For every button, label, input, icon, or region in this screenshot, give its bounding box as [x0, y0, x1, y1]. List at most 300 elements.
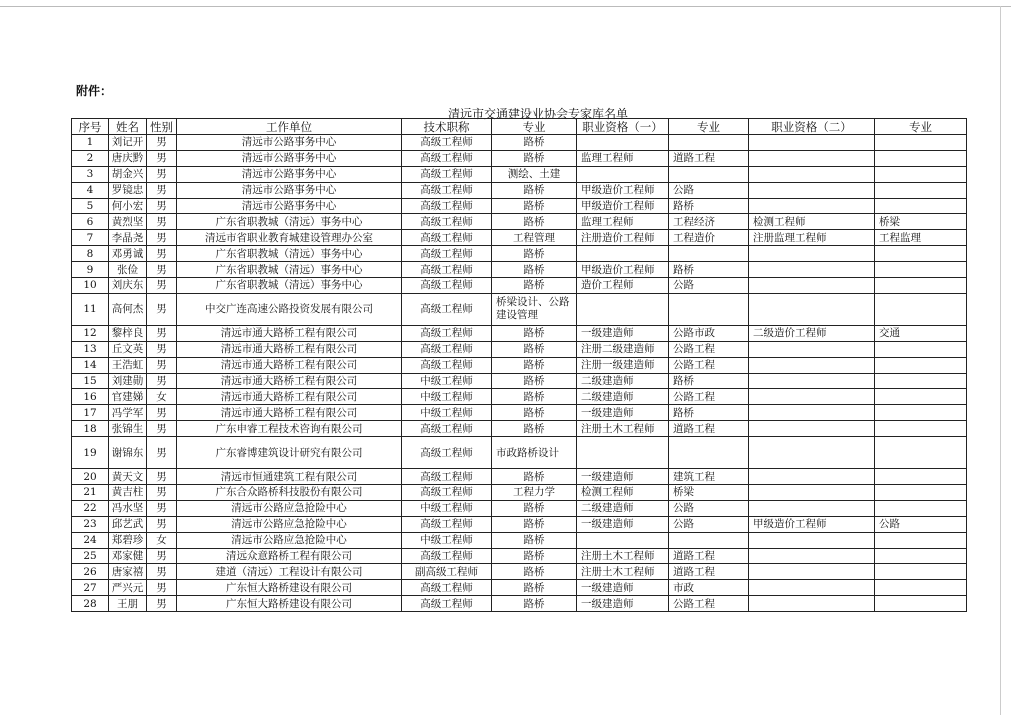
cell-specialty-2 — [875, 564, 967, 580]
cell-qualification-1 — [577, 246, 669, 262]
cell-qualification-2 — [749, 564, 875, 580]
cell-gender: 男 — [147, 500, 177, 516]
cell-specialty-1 — [669, 532, 749, 548]
cell-index: 7 — [72, 230, 109, 246]
cell-title: 高级工程师 — [402, 516, 492, 532]
cell-specialty: 路桥 — [492, 135, 577, 151]
cell-gender: 男 — [147, 548, 177, 564]
cell-employer: 清远众意路桥工程有限公司 — [177, 548, 402, 564]
table-row — [72, 532, 967, 548]
cell-specialty: 路桥 — [492, 150, 577, 166]
cell-specialty-2 — [875, 278, 967, 294]
cell-name: 严兴元 — [109, 580, 147, 596]
cell-gender: 男 — [147, 485, 177, 501]
cell-specialty: 路桥 — [492, 325, 577, 341]
table-row — [72, 246, 967, 262]
cell-specialty-1: 路桥 — [669, 405, 749, 421]
cell-specialty: 路桥 — [492, 182, 577, 198]
cell-name: 王朋 — [109, 596, 147, 612]
cell-name: 刘记开 — [109, 135, 147, 151]
cell-gender: 男 — [147, 405, 177, 421]
cell-gender: 男 — [147, 293, 177, 325]
cell-specialty: 路桥 — [492, 198, 577, 214]
cell-title: 高级工程师 — [402, 485, 492, 501]
cell-specialty-1: 道路工程 — [669, 564, 749, 580]
cell-title: 高级工程师 — [402, 437, 492, 469]
cell-specialty: 路桥 — [492, 389, 577, 405]
cell-employer: 广东省职教城（清远）事务中心 — [177, 214, 402, 230]
cell-name: 张锦生 — [109, 421, 147, 437]
cell-qualification-1 — [577, 437, 669, 469]
cell-title: 副高级工程师 — [402, 564, 492, 580]
cell-specialty-1: 路桥 — [669, 262, 749, 278]
cell-qualification-2: 甲级造价工程师 — [749, 516, 875, 532]
cell-specialty-2 — [875, 182, 967, 198]
cell-qualification-1: 注册造价工程师 — [577, 230, 669, 246]
cell-name: 唐庆黔 — [109, 150, 147, 166]
cell-title: 高级工程师 — [402, 150, 492, 166]
cell-qualification-2 — [749, 341, 875, 357]
cell-index: 1 — [72, 135, 109, 151]
cell-qualification-1: 检测工程师 — [577, 485, 669, 501]
cell-gender: 男 — [147, 325, 177, 341]
cell-qualification-1: 注册土木工程师 — [577, 421, 669, 437]
cell-title: 高级工程师 — [402, 214, 492, 230]
cell-qualification-1: 一级建造师 — [577, 405, 669, 421]
cell-specialty-2: 桥梁 — [875, 214, 967, 230]
cell-specialty-1: 路桥 — [669, 373, 749, 389]
cell-qualification-2 — [749, 182, 875, 198]
cell-title: 高级工程师 — [402, 341, 492, 357]
cell-qualification-1: 一级建造师 — [577, 596, 669, 612]
cell-specialty-1 — [669, 246, 749, 262]
table-row — [72, 564, 967, 580]
cell-gender: 男 — [147, 580, 177, 596]
cell-index: 28 — [72, 596, 109, 612]
cell-specialty-1: 公路工程 — [669, 389, 749, 405]
cell-employer: 清远市通大路桥工程有限公司 — [177, 325, 402, 341]
cell-name: 邓家健 — [109, 548, 147, 564]
cell-name: 邱艺武 — [109, 516, 147, 532]
cell-gender: 男 — [147, 214, 177, 230]
cell-qualification-2 — [749, 246, 875, 262]
cell-specialty-2 — [875, 262, 967, 278]
cell-qualification-2 — [749, 532, 875, 548]
cell-specialty: 测绘、土建 — [492, 166, 577, 182]
cell-qualification-2 — [749, 580, 875, 596]
cell-specialty-2 — [875, 389, 967, 405]
cell-index: 6 — [72, 214, 109, 230]
page-edge-line — [1000, 6, 1001, 715]
cell-index: 10 — [72, 278, 109, 294]
table-row — [72, 580, 967, 596]
cell-index: 2 — [72, 150, 109, 166]
cell-gender: 男 — [147, 341, 177, 357]
cell-employer: 清远市公路应急抢险中心 — [177, 516, 402, 532]
table-row — [72, 500, 967, 516]
cell-index: 12 — [72, 325, 109, 341]
cell-name: 冯水坚 — [109, 500, 147, 516]
cell-gender: 男 — [147, 150, 177, 166]
cell-index: 17 — [72, 405, 109, 421]
attachment-label: 附件： — [76, 84, 113, 98]
cell-index: 9 — [72, 262, 109, 278]
cell-specialty: 路桥 — [492, 596, 577, 612]
document-title: 清远市交通建设业协会专家库名单 — [447, 107, 628, 121]
table-row — [72, 166, 967, 182]
column-header: 技术职称 — [402, 119, 492, 135]
cell-qualification-1: 注册土木工程师 — [577, 564, 669, 580]
cell-title: 高级工程师 — [402, 246, 492, 262]
cell-employer: 清远市公路事务中心 — [177, 135, 402, 151]
cell-title: 高级工程师 — [402, 135, 492, 151]
column-header: 专业 — [875, 119, 967, 135]
cell-gender: 女 — [147, 389, 177, 405]
cell-specialty-2 — [875, 548, 967, 564]
cell-name: 李晶尧 — [109, 230, 147, 246]
cell-qualification-1: 造价工程师 — [577, 278, 669, 294]
cell-specialty-2 — [875, 198, 967, 214]
cell-specialty: 路桥 — [492, 262, 577, 278]
cell-title: 高级工程师 — [402, 166, 492, 182]
cell-qualification-1: 注册二级建造师 — [577, 341, 669, 357]
cell-specialty-2 — [875, 150, 967, 166]
column-header: 专业 — [492, 119, 577, 135]
cell-title: 中级工程师 — [402, 389, 492, 405]
cell-index: 3 — [72, 166, 109, 182]
table-row — [72, 135, 967, 151]
cell-qualification-1: 一级建造师 — [577, 580, 669, 596]
cell-qualification-2 — [749, 150, 875, 166]
cell-employer: 清远市通大路桥工程有限公司 — [177, 357, 402, 373]
cell-title: 高级工程师 — [402, 580, 492, 596]
cell-index: 20 — [72, 469, 109, 485]
cell-index: 23 — [72, 516, 109, 532]
cell-index: 4 — [72, 182, 109, 198]
cell-specialty-2 — [875, 166, 967, 182]
cell-name: 刘建勋 — [109, 373, 147, 389]
cell-specialty-1: 公路工程 — [669, 341, 749, 357]
table-row — [72, 437, 967, 469]
cell-qualification-2 — [749, 389, 875, 405]
cell-specialty: 市政路桥设计 — [492, 437, 577, 469]
cell-employer: 清远市通大路桥工程有限公司 — [177, 405, 402, 421]
column-header: 姓名 — [109, 119, 147, 135]
cell-gender: 男 — [147, 166, 177, 182]
cell-qualification-2: 二级造价工程师 — [749, 325, 875, 341]
table-row — [72, 405, 967, 421]
cell-qualification-1: 注册土木工程师 — [577, 548, 669, 564]
cell-name: 谢锦东 — [109, 437, 147, 469]
cell-gender: 男 — [147, 564, 177, 580]
cell-employer: 清远市公路事务中心 — [177, 166, 402, 182]
cell-employer: 广东睿博建筑设计研究有限公司 — [177, 437, 402, 469]
cell-qualification-2 — [749, 596, 875, 612]
cell-gender: 男 — [147, 373, 177, 389]
table-row — [72, 516, 967, 532]
cell-specialty-1: 公路工程 — [669, 357, 749, 373]
cell-specialty-2 — [875, 357, 967, 373]
cell-gender: 男 — [147, 230, 177, 246]
cell-employer: 广东申睿工程技术咨询有限公司 — [177, 421, 402, 437]
cell-name: 黄烈坚 — [109, 214, 147, 230]
column-header: 性别 — [147, 119, 177, 135]
cell-title: 高级工程师 — [402, 230, 492, 246]
table-row — [72, 150, 967, 166]
cell-title: 中级工程师 — [402, 500, 492, 516]
cell-specialty-1: 工程经济 — [669, 214, 749, 230]
cell-qualification-1: 一级建造师 — [577, 469, 669, 485]
cell-qualification-2 — [749, 373, 875, 389]
cell-gender: 男 — [147, 596, 177, 612]
cell-title: 高级工程师 — [402, 596, 492, 612]
table-row — [72, 373, 967, 389]
cell-employer: 广东省职教城（清远）事务中心 — [177, 246, 402, 262]
cell-specialty-1: 道路工程 — [669, 150, 749, 166]
cell-qualification-2 — [749, 437, 875, 469]
cell-specialty-2 — [875, 469, 967, 485]
cell-specialty: 路桥 — [492, 548, 577, 564]
cell-specialty-2 — [875, 532, 967, 548]
table-row — [72, 548, 967, 564]
cell-qualification-2 — [749, 262, 875, 278]
cell-qualification-2 — [749, 405, 875, 421]
cell-qualification-1: 甲级造价工程师 — [577, 182, 669, 198]
cell-specialty-2 — [875, 580, 967, 596]
cell-employer: 清远市省职业教育城建设管理办公室 — [177, 230, 402, 246]
cell-specialty-2 — [875, 421, 967, 437]
cell-gender: 男 — [147, 357, 177, 373]
cell-title: 高级工程师 — [402, 182, 492, 198]
cell-qualification-2: 注册监理工程师 — [749, 230, 875, 246]
cell-qualification-2 — [749, 469, 875, 485]
cell-name: 黎梓良 — [109, 325, 147, 341]
table-row — [72, 230, 967, 246]
column-header: 职业资格（一） — [577, 119, 669, 135]
cell-employer: 清远市通大路桥工程有限公司 — [177, 341, 402, 357]
cell-name: 刘庆东 — [109, 278, 147, 294]
cell-title: 高级工程师 — [402, 325, 492, 341]
cell-employer: 清远市公路应急抢险中心 — [177, 500, 402, 516]
cell-gender: 男 — [147, 246, 177, 262]
cell-specialty-1: 公路 — [669, 278, 749, 294]
cell-specialty-2 — [875, 405, 967, 421]
cell-specialty-1: 道路工程 — [669, 421, 749, 437]
cell-index: 24 — [72, 532, 109, 548]
cell-qualification-1: 监理工程师 — [577, 214, 669, 230]
cell-index: 15 — [72, 373, 109, 389]
cell-qualification-2 — [749, 293, 875, 325]
cell-specialty: 路桥 — [492, 341, 577, 357]
cell-specialty-1 — [669, 166, 749, 182]
table-row — [72, 262, 967, 278]
cell-specialty-2 — [875, 500, 967, 516]
cell-specialty-1: 工程造价 — [669, 230, 749, 246]
cell-specialty: 路桥 — [492, 373, 577, 389]
cell-specialty-1 — [669, 293, 749, 325]
expert-roster-table — [71, 118, 967, 612]
cell-name: 唐家禧 — [109, 564, 147, 580]
cell-qualification-1 — [577, 293, 669, 325]
cell-specialty: 路桥 — [492, 246, 577, 262]
cell-specialty-1: 路桥 — [669, 198, 749, 214]
cell-qualification-1 — [577, 532, 669, 548]
cell-title: 中级工程师 — [402, 405, 492, 421]
table-row — [72, 198, 967, 214]
cell-specialty-1: 桥梁 — [669, 485, 749, 501]
table-row — [72, 214, 967, 230]
cell-index: 25 — [72, 548, 109, 564]
cell-employer: 清远市公路事务中心 — [177, 182, 402, 198]
table-body — [72, 135, 967, 612]
cell-employer: 广东合众路桥科技股份有限公司 — [177, 485, 402, 501]
cell-name: 郑碧珍 — [109, 532, 147, 548]
cell-name: 高何杰 — [109, 293, 147, 325]
cell-gender: 男 — [147, 516, 177, 532]
table-row — [72, 389, 967, 405]
cell-qualification-2 — [749, 357, 875, 373]
cell-employer: 广东省职教城（清远）事务中心 — [177, 278, 402, 294]
column-header: 职业资格（二） — [749, 119, 875, 135]
cell-index: 22 — [72, 500, 109, 516]
cell-index: 26 — [72, 564, 109, 580]
page-edge-line — [0, 6, 1011, 7]
table-row — [72, 421, 967, 437]
cell-specialty-2 — [875, 341, 967, 357]
cell-specialty: 路桥 — [492, 580, 577, 596]
cell-specialty-2 — [875, 246, 967, 262]
cell-specialty-1: 建筑工程 — [669, 469, 749, 485]
cell-qualification-1 — [577, 135, 669, 151]
cell-specialty-2 — [875, 373, 967, 389]
table-row — [72, 485, 967, 501]
table-row — [72, 596, 967, 612]
cell-index: 16 — [72, 389, 109, 405]
cell-specialty-1: 公路工程 — [669, 596, 749, 612]
cell-qualification-1: 监理工程师 — [577, 150, 669, 166]
cell-title: 高级工程师 — [402, 548, 492, 564]
cell-qualification-2 — [749, 166, 875, 182]
cell-index: 21 — [72, 485, 109, 501]
cell-name: 冯学军 — [109, 405, 147, 421]
cell-specialty-2: 公路 — [875, 516, 967, 532]
table-row — [72, 341, 967, 357]
cell-specialty-1: 道路工程 — [669, 548, 749, 564]
cell-qualification-1: 一级建造师 — [577, 516, 669, 532]
cell-specialty: 路桥 — [492, 357, 577, 373]
cell-index: 14 — [72, 357, 109, 373]
cell-name: 王浩虹 — [109, 357, 147, 373]
cell-qualification-1: 二级建造师 — [577, 500, 669, 516]
cell-index: 8 — [72, 246, 109, 262]
cell-qualification-1: 一级建造师 — [577, 325, 669, 341]
cell-title: 高级工程师 — [402, 198, 492, 214]
cell-specialty: 路桥 — [492, 214, 577, 230]
cell-title: 高级工程师 — [402, 278, 492, 294]
cell-index: 19 — [72, 437, 109, 469]
cell-specialty-2: 交通 — [875, 325, 967, 341]
cell-title: 高级工程师 — [402, 293, 492, 325]
cell-specialty: 路桥 — [492, 405, 577, 421]
cell-specialty: 路桥 — [492, 564, 577, 580]
table-row — [72, 325, 967, 341]
cell-qualification-2 — [749, 135, 875, 151]
cell-specialty: 工程管理 — [492, 230, 577, 246]
cell-specialty: 路桥 — [492, 421, 577, 437]
cell-gender: 男 — [147, 198, 177, 214]
cell-specialty-1: 市政 — [669, 580, 749, 596]
cell-gender: 男 — [147, 469, 177, 485]
table-row — [72, 469, 967, 485]
cell-index: 18 — [72, 421, 109, 437]
cell-index: 11 — [72, 293, 109, 325]
table-row — [72, 278, 967, 294]
cell-name: 丘文英 — [109, 341, 147, 357]
cell-title: 高级工程师 — [402, 421, 492, 437]
cell-qualification-2: 检测工程师 — [749, 214, 875, 230]
cell-specialty-1: 公路 — [669, 516, 749, 532]
table-header-row — [72, 119, 967, 135]
cell-qualification-2 — [749, 548, 875, 564]
column-header: 工作单位 — [177, 119, 402, 135]
cell-name: 邓勇诚 — [109, 246, 147, 262]
cell-qualification-1: 甲级造价工程师 — [577, 198, 669, 214]
cell-qualification-2 — [749, 500, 875, 516]
cell-index: 5 — [72, 198, 109, 214]
table-row — [72, 182, 967, 198]
cell-name: 何小宏 — [109, 198, 147, 214]
cell-employer: 清远市公路事务中心 — [177, 150, 402, 166]
cell-gender: 女 — [147, 532, 177, 548]
cell-specialty-1: 公路 — [669, 500, 749, 516]
cell-employer: 广东恒大路桥建设有限公司 — [177, 596, 402, 612]
cell-gender: 男 — [147, 421, 177, 437]
cell-qualification-2 — [749, 278, 875, 294]
cell-specialty-2 — [875, 485, 967, 501]
cell-name: 官建娣 — [109, 389, 147, 405]
cell-qualification-2 — [749, 485, 875, 501]
cell-name: 罗镜忠 — [109, 182, 147, 198]
cell-qualification-1 — [577, 166, 669, 182]
cell-title: 中级工程师 — [402, 532, 492, 548]
cell-employer: 清远市通大路桥工程有限公司 — [177, 389, 402, 405]
cell-qualification-2 — [749, 421, 875, 437]
cell-specialty: 路桥 — [492, 500, 577, 516]
cell-specialty-2 — [875, 437, 967, 469]
cell-title: 高级工程师 — [402, 469, 492, 485]
cell-specialty: 桥梁设计、公路建设管理 — [492, 293, 577, 325]
cell-gender: 男 — [147, 135, 177, 151]
cell-qualification-1: 甲级造价工程师 — [577, 262, 669, 278]
cell-qualification-1: 二级建造师 — [577, 373, 669, 389]
table-row — [72, 357, 967, 373]
cell-employer: 广东省职教城（清远）事务中心 — [177, 262, 402, 278]
cell-specialty-1 — [669, 135, 749, 151]
cell-index: 27 — [72, 580, 109, 596]
cell-title: 中级工程师 — [402, 373, 492, 389]
cell-specialty-1: 公路 — [669, 182, 749, 198]
cell-specialty: 路桥 — [492, 516, 577, 532]
column-header: 专业 — [669, 119, 749, 135]
cell-specialty-2 — [875, 135, 967, 151]
cell-index: 13 — [72, 341, 109, 357]
cell-title: 高级工程师 — [402, 262, 492, 278]
cell-gender: 男 — [147, 437, 177, 469]
column-header: 序号 — [72, 119, 109, 135]
cell-employer: 清远市公路事务中心 — [177, 198, 402, 214]
cell-gender: 男 — [147, 182, 177, 198]
cell-qualification-1: 二级建造师 — [577, 389, 669, 405]
